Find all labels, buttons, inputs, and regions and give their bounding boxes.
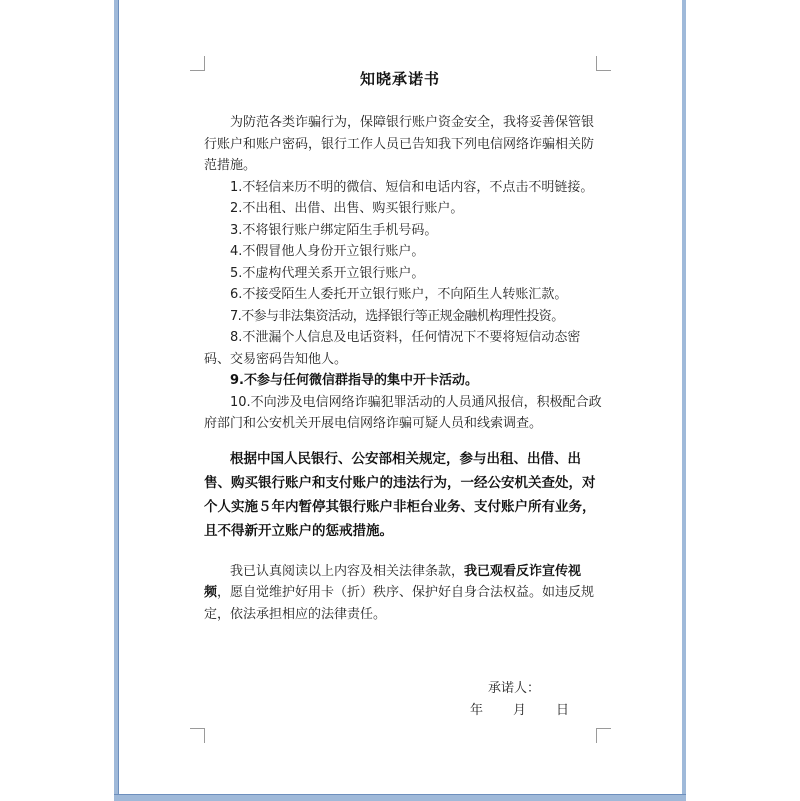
list-item: 1.不轻信来历不明的微信、短信和电话内容，不点击不明链接。 (230, 179, 594, 195)
list-item: 7.不参与非法集资活动，选择银行等正规金融机构理性投资。 (230, 308, 564, 324)
closing-text: 我已认真阅读以上内容及相关法律条款， (230, 563, 465, 579)
list-item: 8.不泄漏个人信息及电话资料，任何情况下不要将短信动态密码、交易密码告知他人。 (204, 330, 581, 367)
document-frame-right (682, 0, 686, 800)
list-item: 5.不虚构代理关系开立银行账户。 (230, 265, 425, 281)
list-item: 9.不参与任何微信群指导的集中开卡活动。 (230, 373, 478, 388)
list-item: 3.不将银行账户绑定陌生手机号码。 (230, 222, 438, 238)
signature-block (460, 678, 600, 722)
document-frame-left (114, 0, 118, 800)
spacer (204, 543, 604, 561)
document-body (204, 112, 604, 625)
spacer (204, 435, 604, 447)
margin-corner-mark (596, 56, 611, 71)
closing-paragraph (204, 561, 604, 626)
list-item: 6.不接受陌生人委托开立银行账户，不向陌生人转账汇款。 (230, 287, 568, 302)
signature-label: 承诺人： (488, 681, 541, 696)
list-item: 10.不向涉及电信网络诈骗犯罪活动的人员通风报信，积极配合政府部门和公安机关开展电信网络诈骗可疑人员和线索调查。 (204, 394, 602, 431)
margin-corner-mark (190, 728, 205, 743)
document-title: 知晓承诺书 (359, 70, 440, 88)
intro-paragraph: 为防范各类诈骗行为，保障银行账户资金安全，我将妥善保管银行账户和账户密码，银行工作人员已告知我下列电信网络诈骗相关防范措施。 (204, 115, 595, 173)
warning-paragraph: 根据中国人民银行、公安部相关规定，参与出租、出借、出售、购买银行账户和支付账户的违法行为，一经公安机关查处，对个人实施５年内暂停其银行账户非柜台业务、支付账户所有业务，且不得新开立账户的惩戒措施。 (204, 450, 596, 539)
date-year: 年 (470, 703, 484, 718)
signature-date (460, 700, 600, 722)
closing-text: ，愿自觉维护好用卡（折）秩序、保护好自身合法权益。如违反规定，依法承担相应的法律责任。 (204, 585, 595, 622)
closing-bold-text: 我已观看反诈宣传视频 (204, 563, 582, 600)
date-day: 日 (556, 703, 570, 718)
margin-corner-mark (190, 56, 205, 71)
date-month: 月 (513, 703, 527, 718)
list-item: 4.不假冒他人身份开立银行账户。 (230, 244, 425, 259)
margin-corner-mark (596, 728, 611, 743)
list-item: 2.不出租、出借、出售、购买银行账户。 (230, 201, 464, 216)
